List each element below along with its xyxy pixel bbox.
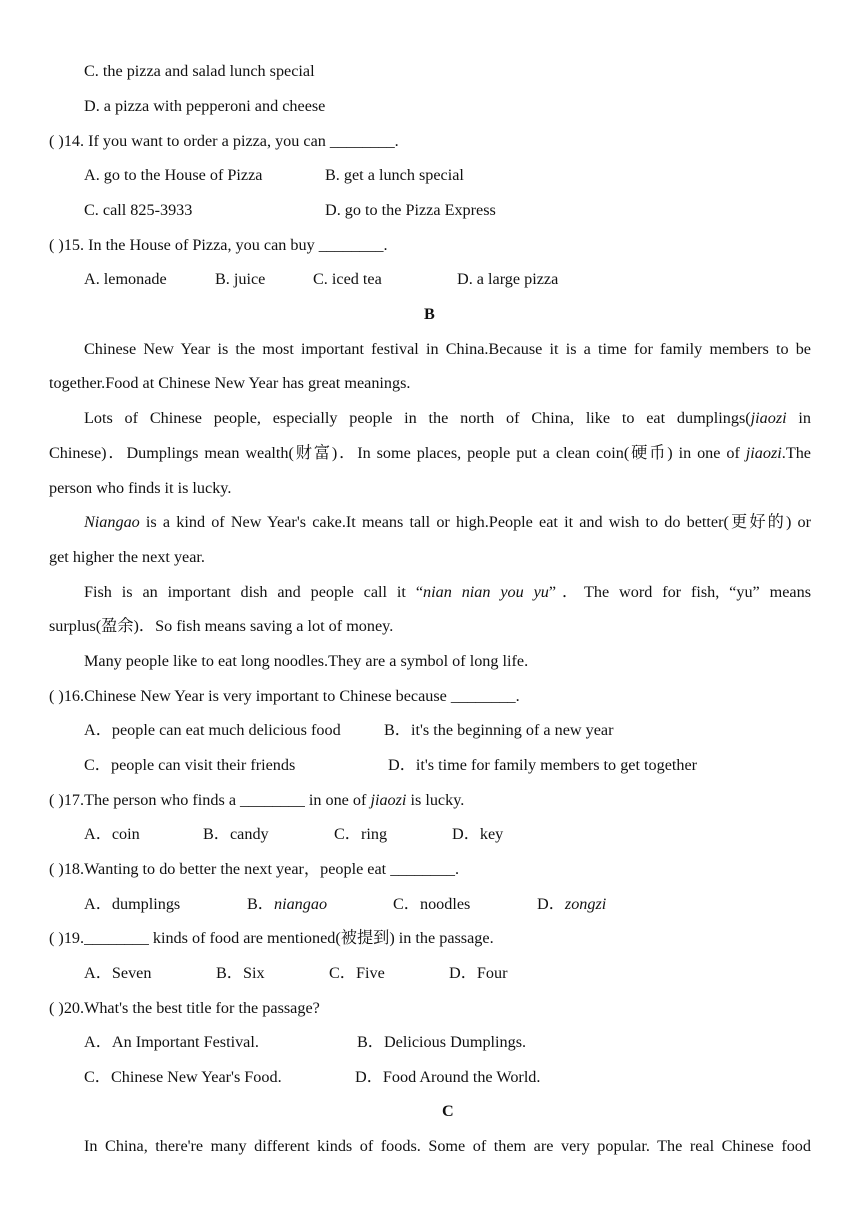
question-stem: 18.Wanting to do better the next year，people eat ________. <box>63 860 460 878</box>
q19-option-a: A．Seven <box>84 964 152 982</box>
section-b-heading: B <box>424 305 435 323</box>
question-stem: 20.What's the best title for the passage? <box>63 999 320 1017</box>
answer-paren: ( ) <box>49 860 64 878</box>
q20-option-a: A．An Important Festival. <box>84 1033 259 1051</box>
q16-option-c: C．people can visit their friends <box>84 756 296 774</box>
question-20 <box>49 998 320 1018</box>
passage-b-p2-line1: Lots of Chinese people, especially people in the north of China, like to eat dumplings(jiaozi in <box>84 409 811 427</box>
question-18 <box>49 859 459 879</box>
q14-option-a: A. go to the House of Pizza <box>84 166 263 184</box>
q20-option-b: B．Delicious Dumplings. <box>357 1033 527 1051</box>
q17-option-c: C．ring <box>334 825 388 843</box>
passage-b-p1-line1: Chinese New Year is the most important festival in China.Because it is a time for family members to be <box>84 340 811 358</box>
q14-option-c: C. call 825-3933 <box>84 201 193 219</box>
question-17: ( )17.The person who finds a ________ in one of jiaozi is lucky. <box>49 791 465 809</box>
question-stem: 15. In the House of Pizza, you can buy ________. <box>63 236 388 254</box>
q16-option-a: A．people can eat much delicious food <box>84 721 341 739</box>
passage-b-p5: Many people like to eat long noodles.They are a symbol of long life. <box>84 652 529 670</box>
q15-option-d: D. a large pizza <box>457 270 559 288</box>
answer-paren: ( ) <box>49 999 64 1017</box>
passage-b-p2-line2: Chinese)．Dumplings mean wealth(财富)．In some places, people put a clean coin(硬币) in one of jiaozi.The <box>49 444 811 462</box>
question-stem: 19.________ kinds of food are mentioned(被提到) in the passage. <box>63 929 494 947</box>
passage-c-p1-line1: In China, there're many different kinds of foods. Some of them are very popular. The real Chinese food <box>84 1137 811 1155</box>
passage-b-p1-line2: together.Food at Chinese New Year has great meanings. <box>49 374 411 392</box>
passage-b-p4-line2: surplus(盈余)．So fish means saving a lot of money. <box>49 617 394 635</box>
q15-option-b: B. juice <box>215 270 266 288</box>
answer-paren: ( ) <box>49 132 64 150</box>
q13-option-d: D. a pizza with pepperoni and cheese <box>84 97 326 115</box>
question-19 <box>49 928 494 948</box>
answer-paren: ( ) <box>49 929 64 947</box>
q17-option-a: A．coin <box>84 825 140 843</box>
q18-option-b: B．niangao <box>247 895 328 913</box>
q19-option-d: D．Four <box>449 964 508 982</box>
passage-b-p3-line2: get higher the next year. <box>49 548 205 566</box>
passage-b-p3-line1: Niangao is a kind of New Year's cake.It means tall or high.People eat it and wish to do better(更好的) or <box>84 513 811 531</box>
q15-option-c: C. iced tea <box>313 270 382 288</box>
q16-option-b: B．it's the beginning of a new year <box>384 721 614 739</box>
q18-option-c: C．noodles <box>393 895 471 913</box>
q14-option-b: B. get a lunch special <box>325 166 464 184</box>
question-15 <box>49 235 388 255</box>
q13-option-c: C. the pizza and salad lunch special <box>84 62 315 80</box>
q15-option-a: A. lemonade <box>84 270 167 288</box>
q20-option-c: C．Chinese New Year's Food. <box>84 1068 282 1086</box>
q18-option-d: D．zongzi <box>537 895 607 913</box>
section-c-heading: C <box>442 1102 454 1120</box>
q17-option-b: B．candy <box>203 825 269 843</box>
answer-paren: ( ) <box>49 791 64 809</box>
question-stem: 14. If you want to order a pizza, you can ________. <box>63 132 399 150</box>
question-stem: 16.Chinese New Year is very important to Chinese because ________. <box>63 687 520 705</box>
passage-b-p2-line3: person who finds it is lucky. <box>49 479 232 497</box>
q16-option-d: D．it's time for family members to get together <box>388 756 698 774</box>
q17-option-d: D．key <box>452 825 504 843</box>
passage-b-p4-line1: Fish is an important dish and people call it “nian nian you yu”．The word for fish, “yu” means <box>84 583 811 601</box>
question-14 <box>49 131 399 151</box>
q19-option-b: B．Six <box>216 964 265 982</box>
q19-option-c: C．Five <box>329 964 385 982</box>
q14-option-d: D. go to the Pizza Express <box>325 201 496 219</box>
question-16 <box>49 686 520 706</box>
answer-paren: ( ) <box>49 687 64 705</box>
answer-paren: ( ) <box>49 236 64 254</box>
q18-option-a: A．dumplings <box>84 895 181 913</box>
q20-option-d: D．Food Around the World. <box>355 1068 541 1086</box>
